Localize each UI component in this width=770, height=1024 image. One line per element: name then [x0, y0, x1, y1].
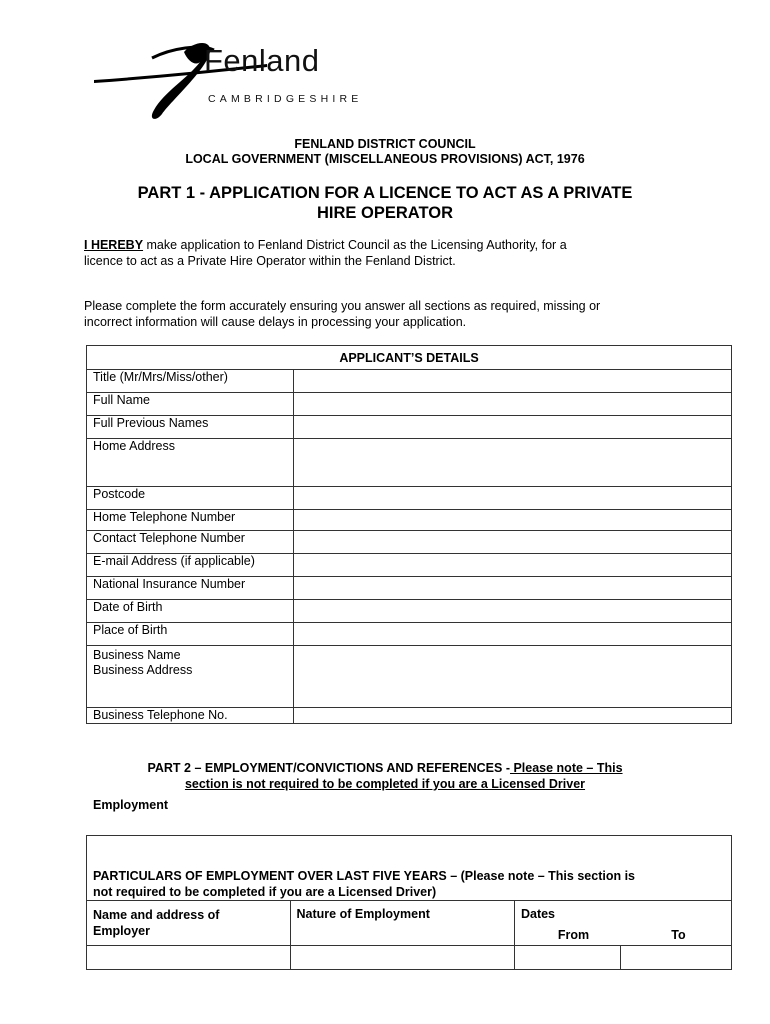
logo-sub-text: CAMBRIDGESHIRE	[208, 93, 363, 105]
field-input-postcode[interactable]	[294, 487, 732, 510]
title-line-2: HIRE OPERATOR	[317, 204, 453, 222]
applicant-details-heading: APPLICANT’S DETAILS	[87, 346, 732, 370]
field-input-contact-telephone[interactable]	[294, 531, 732, 554]
column-dates	[514, 901, 731, 946]
field-input-email[interactable]	[294, 554, 732, 577]
part2-note-1: Please note – This	[509, 761, 623, 775]
field-label-home-address: Home Address	[87, 439, 294, 487]
applicant-details-table	[86, 345, 732, 724]
column-employer-line-1: Name and address of	[93, 908, 220, 922]
field-input-ni-number[interactable]	[294, 577, 732, 600]
column-employer-line-2: Employer	[93, 924, 150, 938]
column-from: From	[557, 928, 590, 942]
column-nature: Nature of Employment	[290, 901, 514, 946]
page-title	[0, 183, 770, 223]
intro-paragraph	[84, 237, 684, 269]
field-label-place-of-birth: Place of Birth	[87, 623, 294, 646]
part2-note-2: section is not required to be completed if you are a Licensed Driver	[184, 777, 586, 791]
field-input-previous-names[interactable]	[294, 416, 732, 439]
field-input-date-of-birth[interactable]	[294, 600, 732, 623]
field-label-business-address: Business Address	[93, 663, 193, 677]
employment-heading-line-1: PARTICULARS OF EMPLOYMENT OVER LAST FIVE YEARS – (Please note – This section is	[93, 869, 635, 883]
field-input-title[interactable]	[294, 370, 732, 393]
employment-table	[86, 835, 732, 970]
act-name: LOCAL GOVERNMENT (MISCELLANEOUS PROVISIONS) ACT, 1976	[185, 152, 585, 166]
employment-table-heading	[87, 836, 732, 901]
field-label-date-of-birth: Date of Birth	[87, 600, 294, 623]
field-label-full-name: Full Name	[87, 393, 294, 416]
field-input-business-telephone[interactable]	[294, 708, 732, 724]
field-label-home-telephone: Home Telephone Number	[87, 510, 294, 531]
fenland-logo	[92, 40, 363, 122]
instructions-line-2: incorrect information will cause delays in processing your application.	[84, 315, 467, 329]
title-line-1: PART 1 - APPLICATION FOR A LICENCE TO ACT AS A PRIVATE	[137, 184, 633, 202]
council-name: FENLAND DISTRICT COUNCIL	[294, 137, 476, 151]
employment-row-from[interactable]	[514, 946, 620, 970]
field-label-business	[87, 646, 294, 708]
field-label-previous-names: Full Previous Names	[87, 416, 294, 439]
field-label-email: E-mail Address (if applicable)	[87, 554, 294, 577]
employment-heading-line-2: not required to be completed if you are a Licensed Driver)	[93, 885, 437, 899]
field-label-business-name: Business Name	[93, 648, 181, 662]
column-to: To	[671, 928, 686, 942]
field-label-contact-telephone: Contact Telephone Number	[87, 531, 294, 554]
field-input-business-address[interactable]	[294, 646, 732, 708]
field-input-home-address[interactable]	[294, 439, 732, 487]
part2-heading	[90, 760, 680, 792]
employment-row-nature[interactable]	[290, 946, 514, 970]
field-label-postcode: Postcode	[87, 487, 294, 510]
employment-row-to[interactable]	[621, 946, 732, 970]
employment-row-employer[interactable]	[87, 946, 291, 970]
intro-text-2: licence to act as a Private Hire Operator within the Fenland District.	[84, 254, 456, 268]
instructions-line-1: Please complete the form accurately ensuring you answer all sections as required, missing or	[84, 299, 601, 313]
field-input-home-telephone[interactable]	[294, 510, 732, 531]
intro-lead: I HEREBY	[84, 238, 144, 252]
logo-brand-text: Fenland	[204, 43, 320, 78]
instructions-paragraph	[84, 298, 684, 330]
column-employer	[87, 901, 291, 946]
part2-title: PART 2 – EMPLOYMENT/CONVICTIONS AND REFERENCES -	[147, 761, 510, 775]
field-label-business-telephone: Business Telephone No.	[87, 708, 294, 724]
column-dates-label: Dates	[520, 907, 556, 921]
field-label-title: Title (Mr/Mrs/Miss/other)	[87, 370, 294, 393]
employment-label: Employment	[93, 798, 169, 812]
field-input-full-name[interactable]	[294, 393, 732, 416]
field-label-ni-number: National Insurance Number	[87, 577, 294, 600]
field-input-place-of-birth[interactable]	[294, 623, 732, 646]
intro-text-1: make application to Fenland District Council as the Licensing Authority, for a	[143, 238, 567, 252]
